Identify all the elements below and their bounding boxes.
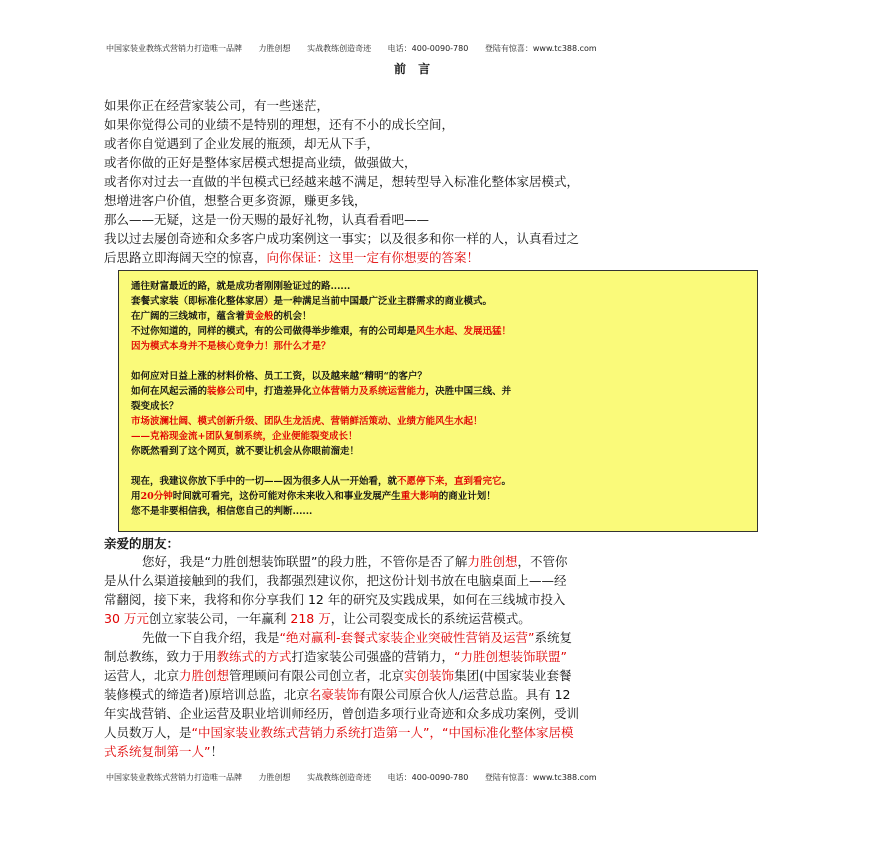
- body-text: 创立家装公司，一年赢利: [148, 611, 291, 626]
- body-emphasis: 实创装饰: [404, 668, 455, 683]
- body-line: 是从什么渠道接触到的我们，我都强烈建议你，把这份计划书放在电脑桌面上——经: [104, 573, 567, 588]
- intro-line: 我以过去屡创奇迹和众多客户成功案例这一事实；以及很多和你一样的人，认真看过之: [104, 231, 580, 246]
- box-line: [131, 489, 745, 504]
- box-line: 因为模式本身并不是核心竞争力！那什么才是？: [131, 341, 331, 352]
- body-text: 您好，我是“力胜创想装饰联盟”的段力胜，不管你是否了解: [142, 554, 468, 569]
- greeting-heading: 亲爱的朋友：: [104, 536, 180, 551]
- body-line: [104, 685, 769, 704]
- footer-brand: 力胜创想: [258, 773, 291, 782]
- body-text: ，不管你: [517, 554, 568, 569]
- body-text: 打造家装公司强盛的营销力，: [291, 649, 455, 664]
- body-line: [104, 647, 769, 666]
- box-line: ——克裕现金流+团队复制系统，企业便能裂变成长！: [131, 431, 358, 442]
- box-text: 时间就可看完，这份可能对你未来收入和事业发展产生: [172, 491, 401, 502]
- body-emphasis: 218 万: [290, 611, 331, 626]
- box-text: 中，打造差异化: [245, 386, 312, 397]
- box-text: 不过你知道的，同样的模式，有的公司做得举步维艰，有的公司却是: [131, 326, 417, 337]
- box-text: ，决胜中国三线、并: [425, 386, 512, 397]
- body-emphasis: “力胜创想装饰联盟”: [454, 649, 567, 664]
- box-emphasis: 20分钟: [140, 491, 173, 502]
- body-text: 装修模式的缔造者)原培训总监，北京: [104, 687, 309, 702]
- box-emphasis: 装修公司: [207, 386, 246, 397]
- box-line: 市场波澜壮阔、模式创新升级、团队生龙活虎、营销鲜活策动、业绩方能风生水起！: [131, 416, 483, 427]
- body-emphasis: 名豪装饰: [308, 687, 359, 702]
- page-header: [106, 43, 611, 54]
- header-slogan: 中国家装业教练式营销力打造唯一品牌: [106, 44, 242, 53]
- body-text: 系统复: [534, 630, 572, 645]
- body-emphasis: 力胜创想: [179, 668, 230, 683]
- box-emphasis: 不愿停下来，直到看完它: [397, 476, 502, 487]
- body-text: 有限公司原合伙人/运营总监。具有 12: [358, 687, 571, 702]
- header-brand: 力胜创想: [258, 44, 291, 53]
- box-line: [131, 309, 745, 324]
- body-emphasis: 力胜创想: [467, 554, 518, 569]
- body-text: 管理顾问有限公司创立者，北京: [229, 668, 405, 683]
- box-line: 套餐式家装（即标准化整体家居）是一种满足当前中国最广泛业主群需求的商业模式。: [131, 296, 493, 307]
- box-line: 通往财富最近的路，就是成功者刚刚验证过的路......: [131, 281, 351, 292]
- body-text: 运营人，北京: [104, 668, 180, 683]
- footer-slogan: 中国家装业教练式营销力打造唯一品牌: [106, 773, 242, 782]
- body-line: [104, 628, 769, 647]
- page-footer: [106, 772, 611, 783]
- body-emphasis: “绝对赢利-套餐式家装企业突破性营销及运营”: [279, 630, 535, 645]
- body-line: [104, 552, 769, 571]
- body-emphasis: 式系统复制第一人”: [104, 744, 211, 759]
- intro-line: 如果你正在经营家装公司，有一些迷茫，: [104, 98, 330, 113]
- box-emphasis: 重大影响: [400, 491, 439, 502]
- box-line: [131, 474, 745, 489]
- box-line: 裂变成长？: [131, 401, 179, 412]
- body-text: ！: [210, 744, 223, 759]
- box-emphasis: 风生水起、发展迅猛！: [416, 326, 512, 337]
- body-text: 制总教练，致力于用: [104, 649, 217, 664]
- intro-guarantee: 向你保证：这里一定有你想要的答案！: [266, 250, 480, 265]
- body-text: 集团(中国家装业套餐: [454, 668, 572, 683]
- body-line: [104, 609, 769, 628]
- box-emphasis: 立体营销力及系统运营能力: [311, 386, 426, 397]
- box-text: 如何在风起云涌的: [131, 386, 208, 397]
- body-line: [104, 666, 769, 685]
- box-text: 的商业计划！: [438, 491, 496, 502]
- body-text: ，让公司裂变成长的系统运营模式。: [330, 611, 531, 626]
- box-line: 如何应对日益上涨的材料价格、员工工资，以及越来越“精明“的客户？: [131, 371, 427, 382]
- box-line: 你既然看到了这个网页，就不要让机会从你眼前溜走！: [131, 446, 360, 457]
- intro-line: 或者你做的正好是整体家居模式想提高业绩，做强做大，: [104, 155, 417, 170]
- body-text: 人员数万人，是: [104, 725, 192, 740]
- body-emphasis: 教练式的方式: [216, 649, 292, 664]
- page-title: 前 言: [394, 62, 435, 76]
- body-line: 常翻阅，接下来，我将和你分享我们 12 年的研究及实践成果，如何在三线城市投入: [104, 592, 566, 607]
- header-motto: 实战教练创造奇迹: [307, 44, 372, 53]
- header-phone: 电话：400-0090-780: [387, 44, 469, 53]
- body-text: 先做一下自我介绍，我是: [142, 630, 280, 645]
- box-text: 用: [131, 491, 141, 502]
- footer-phone: 电话：400-0090-780: [387, 773, 469, 782]
- footer-motto: 实战教练创造奇迹: [307, 773, 372, 782]
- box-line: 您不是非要相信我，相信您自己的判断......: [131, 506, 313, 517]
- box-text: 。: [501, 476, 512, 487]
- body-line: 年实战营销、企业运营及职业培训师经历，曾创造多项行业奇迹和众多成功案例，受训: [104, 706, 580, 721]
- box-text: 的机会！: [273, 311, 312, 322]
- box-emphasis: 黄金般: [245, 311, 274, 322]
- intro-line: 那么——无疑，这是一份天赐的最好礼物，认真看看吧——: [104, 212, 430, 227]
- box-line: [131, 384, 745, 399]
- intro-line: 如果你觉得公司的业绩不是特别的理想，还有不小的成长空间，: [104, 117, 455, 132]
- intro-line: 想增进客户价值，想整合更多资源，赚更多钱，: [104, 193, 367, 208]
- box-text: 在广阔的三线城市，蕴含着: [131, 311, 246, 322]
- footer-site: 登陆有惊喜：www.tc388.com: [484, 773, 597, 782]
- header-site: 登陆有惊喜：www.tc388.com: [484, 44, 597, 53]
- body-section: [104, 552, 769, 761]
- intro-text: 后思路立即海阔天空的惊喜，: [104, 250, 267, 265]
- intro-line: 或者你自觉遇到了企业发展的瓶颈，却无从下手，: [104, 136, 380, 151]
- body-line: [104, 723, 769, 742]
- body-emphasis: 30 万元: [104, 611, 149, 626]
- box-line: [131, 324, 745, 339]
- box-text: 现在，我建议你放下手中的一切——因为很多人从一开始看，就: [131, 476, 398, 487]
- highlight-box: [118, 270, 758, 532]
- body-line: [104, 742, 769, 761]
- intro-section: [104, 96, 774, 267]
- body-emphasis: “中国家装业教练式营销力系统打造第一人”，“中国标准化整体家居模: [191, 725, 574, 740]
- intro-line: 或者你对过去一直做的半包模式已经越来越不满足，想转型导入标准化整体家居模式，: [104, 174, 580, 189]
- intro-line: [104, 248, 774, 267]
